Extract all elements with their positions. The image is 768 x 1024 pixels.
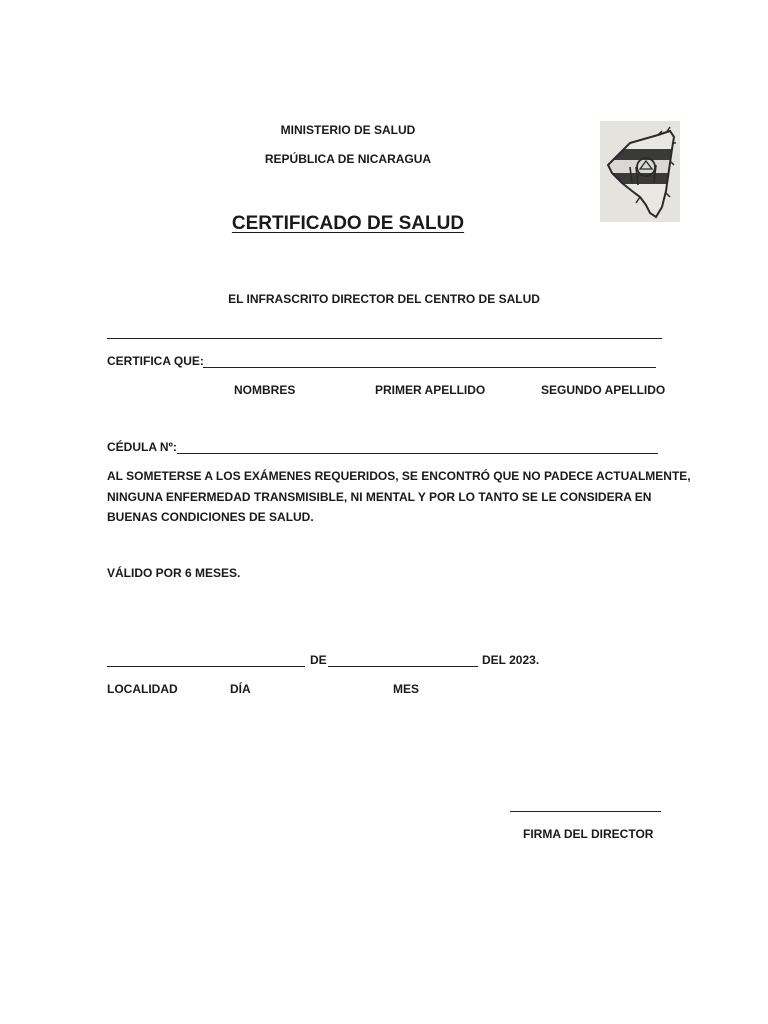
- certifica-blank-line: [203, 367, 656, 368]
- signature-label: FIRMA DEL DIRECTOR: [523, 827, 654, 841]
- paragraph-line: AL SOMETERSE A LOS EXÁMENES REQUERIDOS, SE ENCONTRÓ QUE NO PADECE ACTUALMENTE,: [107, 469, 691, 483]
- nicaragua-map-emblem: [600, 121, 680, 222]
- signature-line: [510, 811, 661, 812]
- paragraph-line: BUENAS CONDICIONES DE SALUD.: [107, 510, 314, 524]
- mes-blank-line: [328, 666, 478, 667]
- validity-text: VÁLIDO POR 6 MESES.: [107, 566, 241, 580]
- cedula-blank-line: [177, 453, 658, 454]
- mes-label: MES: [393, 682, 420, 696]
- nicaragua-map-icon: [600, 121, 680, 222]
- certifica-label: CERTIFICA QUE:: [107, 354, 204, 368]
- primer-apellido-label: PRIMER APELLIDO: [375, 383, 486, 397]
- nombres-label: NOMBRES: [234, 383, 296, 397]
- localidad-label: LOCALIDAD: [107, 682, 178, 696]
- localidad-dia-blank-line: [107, 666, 305, 667]
- document-title: CERTIFICADO DE SALUD: [231, 213, 465, 234]
- director-line: EL INFRASCRITO DIRECTOR DEL CENTRO DE SALUD: [228, 292, 540, 306]
- certification-paragraph: [107, 466, 691, 528]
- date-connector: DE: [310, 653, 327, 667]
- country-heading: REPÚBLICA DE NICARAGUA: [264, 152, 432, 166]
- date-year: DEL 2023.: [482, 653, 540, 667]
- cedula-label: CÉDULA Nº:: [107, 440, 177, 454]
- center-name-blank-line: [107, 338, 662, 339]
- paragraph-line: NINGUNA ENFERMEDAD TRANSMISIBLE, NI MENTAL Y POR LO TANTO SE LE CONSIDERA EN: [107, 489, 652, 504]
- ministry-heading: MINISTERIO DE SALUD: [280, 123, 416, 137]
- dia-label: DÍA: [230, 682, 251, 696]
- segundo-apellido-label: SEGUNDO APELLIDO: [541, 383, 666, 397]
